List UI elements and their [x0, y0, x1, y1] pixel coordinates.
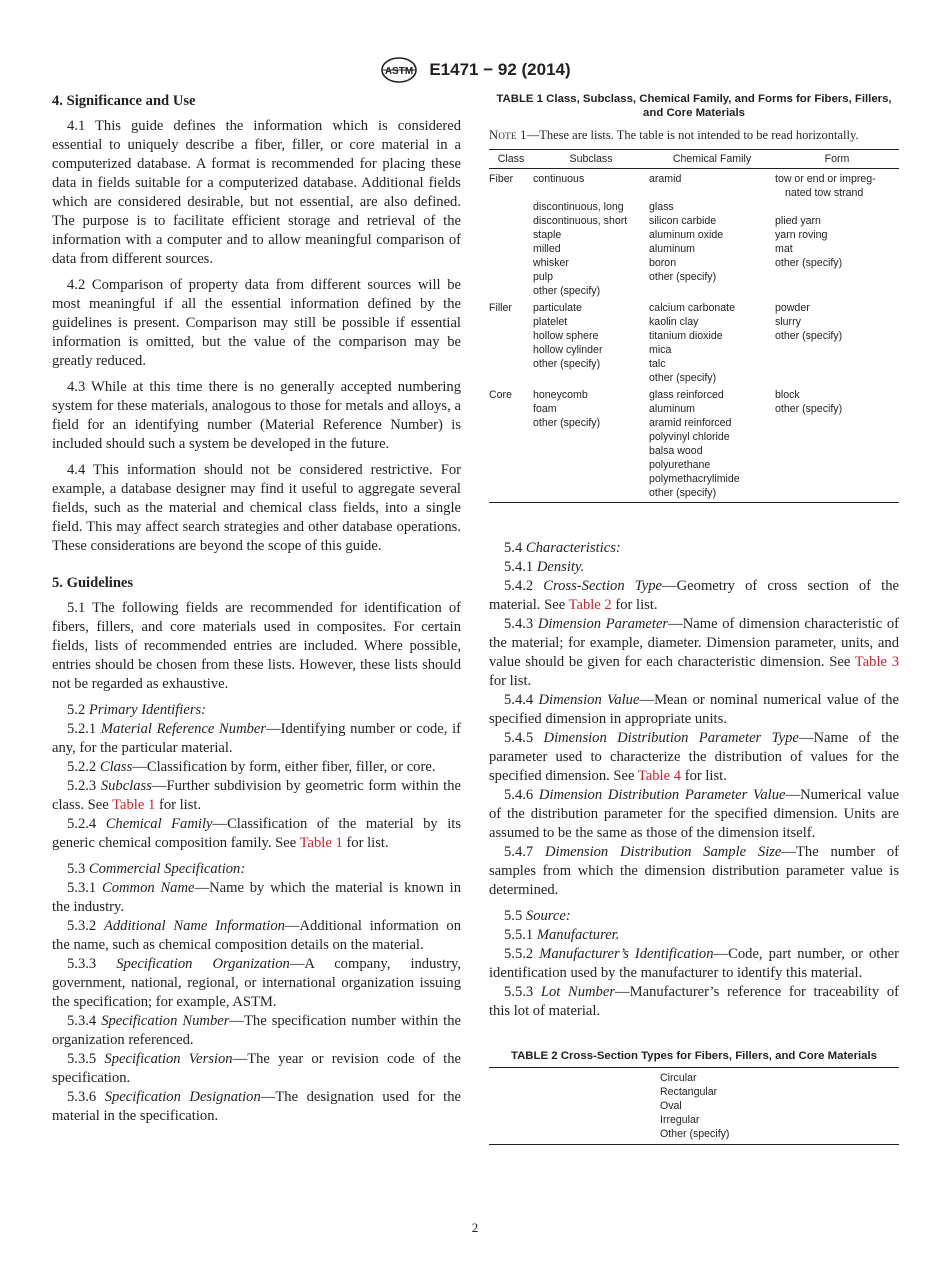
table-cell: glass reinforced — [649, 389, 724, 401]
paragraph-5-4-1: 5.4.1 Density. — [504, 559, 585, 575]
table-row — [489, 270, 899, 284]
table-cell: glass — [649, 201, 674, 213]
table-cell — [489, 329, 533, 343]
table-row — [489, 169, 899, 187]
table-row — [489, 284, 899, 298]
table-cell — [775, 486, 899, 503]
table-1 — [489, 149, 899, 503]
table-row — [489, 343, 899, 357]
paragraph-5-4-2: 5.4.2 Cross-Section Type—Geometry of cross section of the material. See Table 2 for list. — [489, 578, 899, 613]
table-cell: other (specify) — [533, 417, 601, 429]
table-cell: talc — [649, 358, 666, 370]
table-cell: powder — [775, 302, 810, 314]
table-cell — [775, 284, 899, 298]
table-cell — [775, 270, 899, 284]
table-cell: aluminum — [649, 403, 695, 415]
table-cell: pulp — [533, 271, 554, 283]
table-cell: yarn roving — [775, 229, 828, 241]
table-cell: boron — [649, 257, 677, 269]
table-cell: silicon carbide — [649, 215, 717, 227]
left-column — [52, 92, 461, 1126]
paragraph-5-2: 5.2 Primary Identifiers: — [67, 702, 207, 718]
paragraph-5-3: 5.3 Commercial Specification: — [67, 861, 246, 877]
table-cell — [489, 256, 533, 270]
table-cell: aluminum oxide — [649, 229, 724, 241]
paragraph-4-2: 4.2 Comparison of property data from different sources will be most meaningful if all the essential information defined by the guidelines is present. Comparison may still be possible if essential information is omitted, but the value of the comparison may be greatly reduced. — [52, 277, 461, 369]
table-cell: discontinuous, short — [533, 215, 628, 227]
table-1-header-chemical-family: Chemical Family — [649, 150, 775, 169]
paragraph-5-4-6: 5.4.6 Dimension Distribution Parameter Value—Numerical value of the distribution parameter for the specified dimension. Units are assumed to be the same as those of the dimension itself. — [489, 787, 899, 841]
table-cell — [775, 416, 899, 430]
table-cell: Filler — [489, 302, 512, 314]
table-cell — [775, 200, 899, 214]
table-cell — [489, 315, 533, 329]
paragraph-5-3-1: 5.3.1 Common Name—Name by which the material is known in the industry. — [52, 880, 462, 915]
table-cell: polyvinyl chloride — [649, 431, 730, 443]
paragraph-5-4-7: 5.4.7 Dimension Distribution Sample Size—The number of samples from which the dimension distribution parameter value is determined. — [489, 844, 899, 898]
table-cell — [489, 430, 533, 444]
table-cell — [489, 214, 533, 228]
section-5-title: 5. Guidelines — [52, 575, 134, 591]
paragraph-5-1: 5.1 The following fields are recommended for identification of fibers, fillers, and core materials used in composites. For certain fields, lists of recommended entries are included. Where possible, entries should be chosen from these lists. However, these lists should not be regarded as exhaustive. — [52, 600, 461, 692]
table-cell — [489, 284, 533, 298]
table-cell — [775, 444, 899, 458]
paragraph-5-2-3: 5.2.3 Subclass—Further subdivision by geometric form within the class. See Table 1 for list. — [52, 778, 461, 813]
table-cell — [489, 444, 533, 458]
table-cell: kaolin clay — [649, 316, 699, 328]
table-row — [489, 402, 899, 416]
table-cell — [489, 371, 533, 385]
table-cell — [533, 472, 649, 486]
table-row — [489, 315, 899, 329]
page-number: 2 — [471, 1220, 479, 1235]
table-cell: mica — [649, 344, 672, 356]
paragraph-4-1: 4.1 This guide defines the information which is considered essential to uniquely describe a fiber, filler, or core material in a computerized database. A format is recommended for placing these data in fields suitable for a computerized database. Additional fields which are considered desirable, but not essential, are also defined. The purpose is to facilitate efficient storage and retrieval of the information with a computer and to allow meaningful comparison of data from different sources. — [52, 118, 461, 267]
table-cell: polyurethane — [649, 459, 711, 471]
table-2 — [489, 1067, 899, 1145]
table-cell: balsa wood — [649, 445, 703, 457]
table-cell — [649, 284, 775, 298]
table-1-note: Note 1—These are lists. The table is not intended to be read horizontally. — [489, 128, 859, 142]
table-cell: other (specify) — [649, 271, 717, 283]
table-cell — [775, 458, 899, 472]
table-row — [489, 256, 899, 270]
table-1-header-subclass: Subclass — [533, 150, 649, 169]
table-2-link[interactable]: Table 2 — [568, 597, 612, 613]
page-header — [0, 56, 950, 84]
table-row — [489, 357, 899, 371]
table-row — [489, 242, 899, 256]
table-cell: hollow sphere — [533, 330, 599, 342]
table-cell — [533, 486, 649, 503]
table-cell — [489, 200, 533, 214]
table-cell: particulate — [533, 302, 582, 314]
table-cell: other (specify) — [533, 358, 601, 370]
table-cell — [489, 472, 533, 486]
table-cell — [775, 430, 899, 444]
table-row — [489, 458, 899, 472]
paragraph-5-4-3: 5.4.3 Dimension Parameter—Name of dimension characteristic of the material; for example, diameter. Dimension parameter, units, and value should be given for each characteristic dimension. See Table 3 for list. — [489, 616, 899, 689]
table-cell — [489, 458, 533, 472]
table-cell: mat — [775, 243, 793, 255]
table-cell: Fiber — [489, 173, 514, 185]
table-row — [489, 371, 899, 385]
table-2-item: Rectangular — [660, 1086, 718, 1098]
paragraph-5-3-6: 5.3.6 Specification Designation—The designation used for the material in the specification. — [52, 1089, 461, 1124]
table-2-item: Oval — [660, 1100, 682, 1112]
table-cell: aramid — [649, 173, 682, 185]
table-cell: other (specify) — [775, 257, 843, 269]
table-cell: Core — [489, 389, 512, 401]
table-row — [489, 298, 899, 315]
table-2-title: TABLE 2 Cross-Section Types for Fibers, Fillers, and Core Materials — [510, 1050, 878, 1062]
paragraph-5-2-2: 5.2.2 Class—Classification by form, either fiber, filler, or core. — [67, 759, 436, 775]
table-2-item: Irregular — [660, 1114, 700, 1126]
table-cell: honeycomb — [533, 389, 588, 401]
paragraph-5-3-2: 5.3.2 Additional Name Information—Additional information on the name, such as chemical composition details on the material. — [52, 918, 461, 953]
table-cell — [775, 357, 899, 371]
table-row — [489, 200, 899, 214]
table-cell: whisker — [533, 257, 569, 269]
paragraph-5-3-3: 5.3.3 Specification Organization—A company, industry, government, national, regional, or international organization issuing the specification; for example, ASTM. — [52, 956, 461, 1010]
table-cell: slurry — [775, 316, 801, 328]
table-cell — [533, 444, 649, 458]
table-cell: platelet — [533, 316, 568, 328]
table-1-title: TABLE 1 Class, Subclass, Chemical Family, and Forms for Fibers, Fillers, and Core Materials — [496, 93, 892, 119]
paragraph-5-3-5: 5.3.5 Specification Version—The year or revision code of the specification. — [52, 1051, 461, 1086]
paragraph-5-4-4: 5.4.4 Dimension Value—Mean or nominal numerical value of the specified dimension in appropriate units. — [489, 692, 900, 727]
table-row — [489, 416, 899, 430]
table-row — [489, 486, 899, 503]
table-1-body — [489, 169, 899, 503]
table-cell — [489, 343, 533, 357]
table-cell: foam — [533, 403, 557, 415]
table-cell: other (specify) — [649, 372, 717, 384]
table-cell: polymethacrylimide — [649, 473, 740, 485]
table-cell: aramid reinforced — [649, 417, 732, 429]
table-cell: calcium carbonate — [649, 302, 735, 314]
table-cell — [533, 186, 649, 200]
table-cell — [533, 430, 649, 444]
paragraph-5-2-1: 5.2.1 Material Reference Number—Identifying number or code, if any, for the particular material. — [52, 721, 462, 756]
table-row — [489, 444, 899, 458]
table-1-link[interactable]: Table 1 — [299, 835, 343, 851]
paragraph-5-5-3: 5.5.3 Lot Number—Manufacturer’s reference for traceability of this lot of material. — [489, 984, 900, 1019]
paragraph-5-2-4: 5.2.4 Chemical Family—Classification of the material by its generic chemical composition family. See Table 1 for list. — [52, 816, 462, 851]
table-cell — [775, 472, 899, 486]
table-cell — [489, 242, 533, 256]
logo-text: ASTM — [385, 66, 414, 77]
paragraph-4-3: 4.3 While at this time there is no generally accepted numbering system for these materials, analogous to those for metals and alloys, a field for an identifying number (Material Reference Number) is included should such a system be developed in the future. — [52, 379, 461, 452]
table-cell — [775, 343, 899, 357]
table-cell — [489, 402, 533, 416]
table-4-link[interactable]: Table 4 — [637, 768, 682, 784]
paragraph-4-4: 4.4 This information should not be considered restrictive. For example, a database designer may find it useful to aggregate several fields, such as the material and chemical class fields, into a single field. This may affect search strategies and other database operations. These considerations are beyond the scope of this guide. — [52, 462, 461, 554]
table-cell: milled — [533, 243, 561, 255]
table-row — [489, 186, 899, 200]
table-cell — [489, 416, 533, 430]
table-1-header-class: Class — [489, 150, 533, 169]
astm-logo-icon — [379, 56, 419, 84]
section-4-title: 4. Significance and Use — [52, 93, 196, 109]
paragraph-5-5-2: 5.5.2 Manufacturer’s Identification—Code, part number, or other identification used by the manufacturer to identify this material. — [489, 946, 900, 981]
table-cell: other (specify) — [775, 330, 843, 342]
table-3-link[interactable]: Table 3 — [854, 654, 899, 670]
table-cell: staple — [533, 229, 562, 241]
table-2-item: Other (specify) — [489, 1127, 899, 1145]
table-cell — [533, 458, 649, 472]
table-cell: nated tow strand — [785, 187, 864, 199]
table-cell: discontinuous, long — [533, 201, 624, 213]
table-cell: tow or end or impreg- — [775, 173, 876, 185]
paragraph-5-5-1: 5.5.1 Manufacturer. — [504, 927, 620, 943]
table-cell: other (specify) — [533, 285, 601, 297]
paragraph-5-4-5: 5.4.5 Dimension Distribution Parameter Type—Name of the parameter used to characterize the distribution of values for the specified dimension. See Table 4 for list. — [489, 730, 899, 784]
table-cell — [489, 270, 533, 284]
table-cell — [775, 371, 899, 385]
table-2-item: Circular — [489, 1068, 899, 1086]
table-cell: hollow cylinder — [533, 344, 603, 356]
table-cell: aluminum — [649, 243, 695, 255]
table-cell: other (specify) — [649, 486, 775, 503]
table-row — [489, 472, 899, 486]
table-row — [489, 430, 899, 444]
table-cell: block — [775, 389, 800, 401]
table-cell — [489, 186, 533, 200]
table-cell — [649, 186, 775, 200]
table-row — [489, 329, 899, 343]
table-cell — [489, 486, 533, 503]
table-cell — [533, 371, 649, 385]
document-designation: E1471 − 92 (2014) — [429, 60, 571, 79]
table-cell — [489, 228, 533, 242]
paragraph-5-3-4: 5.3.4 Specification Number—The specification number within the organization referenced. — [52, 1013, 461, 1048]
right-column — [489, 92, 899, 1145]
table-row — [489, 385, 899, 402]
table-cell: titanium dioxide — [649, 330, 723, 342]
table-cell: plied yarn — [775, 215, 821, 227]
paragraph-5-5: 5.5 Source: — [504, 908, 571, 924]
table-1-header-form: Form — [775, 150, 899, 169]
table-cell: other (specify) — [775, 403, 843, 415]
table-cell: continuous — [533, 173, 585, 185]
table-cell — [489, 357, 533, 371]
table-row — [489, 214, 899, 228]
table-1-link[interactable]: Table 1 — [112, 797, 156, 813]
table-row — [489, 228, 899, 242]
paragraph-5-4: 5.4 Characteristics: — [504, 540, 621, 556]
